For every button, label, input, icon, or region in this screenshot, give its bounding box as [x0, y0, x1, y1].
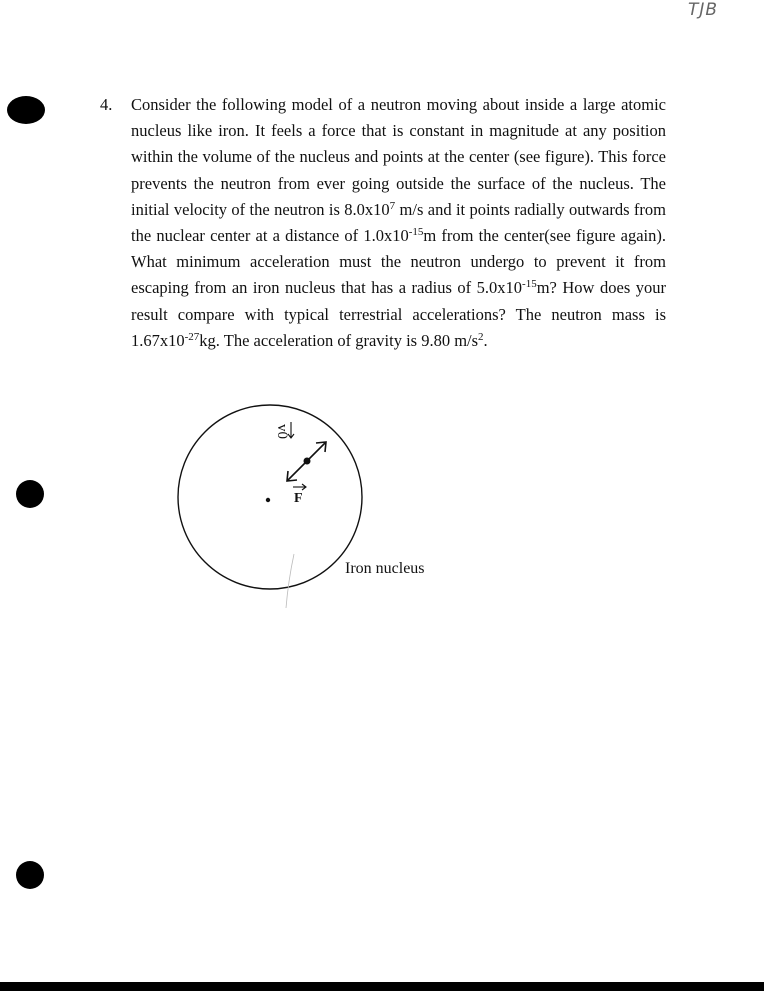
corner-handwritten-mark: TJB — [688, 0, 719, 20]
velocity-label: v0 — [274, 424, 290, 439]
text-part: m? How does your result compare with typical terrestrial accelerations? The neutron mass is 1.67x10 — [131, 278, 667, 350]
exponent: -27 — [184, 330, 200, 343]
exponent: -15 — [408, 226, 424, 239]
force-arrow — [287, 461, 307, 481]
nucleus-label: Iron nucleus — [345, 560, 425, 577]
punch-hole-bottom — [16, 861, 44, 889]
text-part: kg. The acceleration of gravity is 9.80 m/s — [199, 330, 479, 350]
text-part: Consider the following model of a neutron moving about inside a large atomic nucleus like iron. It feels a force that is constant in magnitude at any position within the volume of the nucleus and points at the center (see figure). This force prevents the neutron from ever going outside the surface of the nucleus. The initial velocity of the neutron is 8.0x10 — [131, 95, 666, 219]
exponent: 2 — [478, 330, 484, 343]
scan-bottom-edge — [0, 982, 764, 991]
text-part: m/s and it points radially outwards from the nuclear center at a distance of 1.0x10 — [131, 199, 666, 246]
nucleus-center-dot — [266, 498, 270, 502]
velocity-arrow — [307, 442, 326, 461]
stray-pencil-mark — [286, 554, 294, 608]
problem-number: 4. — [100, 95, 113, 114]
text-part: m from the center(see figure again). What minimum acceleration must the neutron undergo to prevent it from escaping from an iron nucleus that has a radius of 5.0x10 — [131, 226, 666, 298]
nucleus-figure — [170, 396, 450, 616]
problem-4 — [100, 92, 666, 354]
text-part: . — [483, 330, 488, 350]
exponent: 7 — [389, 199, 396, 212]
punch-hole-top — [7, 96, 45, 124]
nucleus-diagram — [170, 396, 450, 616]
force-label: F — [294, 491, 303, 506]
problem-text — [131, 92, 666, 354]
nucleus-circle — [178, 405, 362, 589]
exponent: -15 — [522, 278, 537, 291]
punch-hole-middle — [16, 480, 44, 508]
